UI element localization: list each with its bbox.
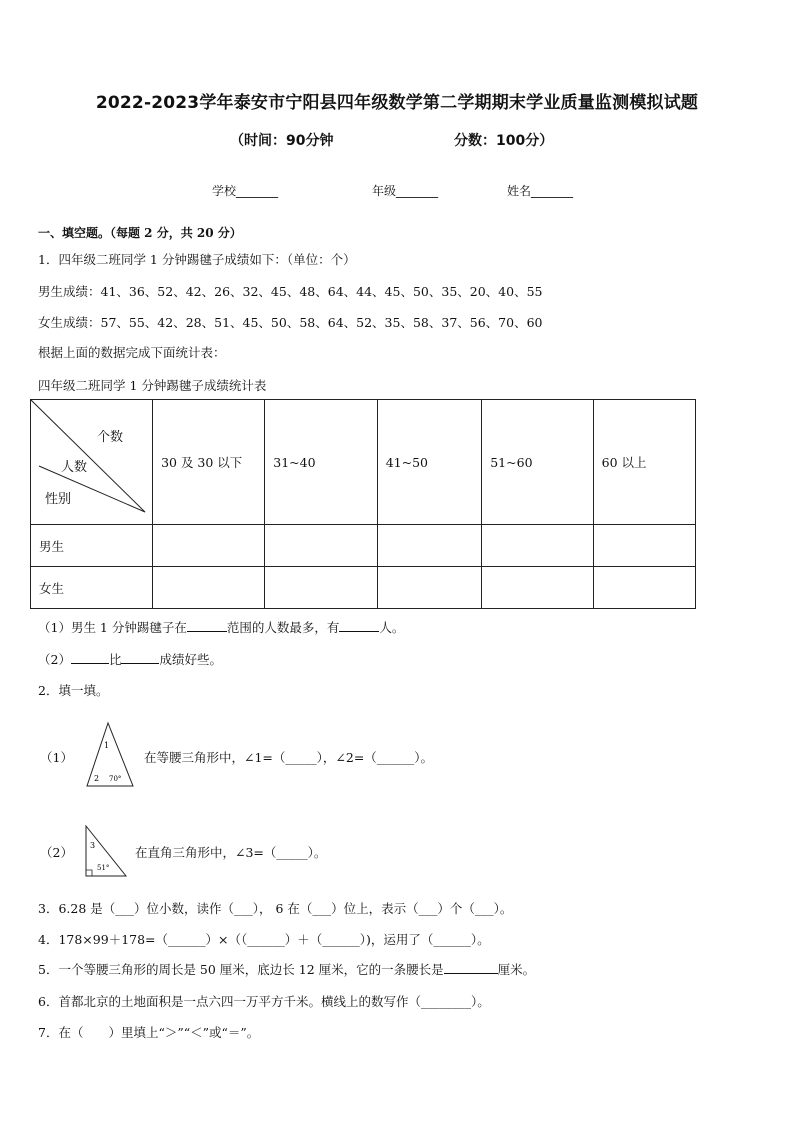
answer-cell[interactable] xyxy=(265,525,377,567)
question-1-part-1 xyxy=(38,618,404,636)
name-field[interactable]: 姓名_______ xyxy=(507,184,574,198)
answer-cell[interactable] xyxy=(593,567,695,609)
answer-blank[interactable] xyxy=(71,651,109,664)
table-row xyxy=(31,567,696,609)
question-7: 7．在（ ）里填上“＞”“＜”或“＝”。 xyxy=(38,1025,260,1040)
girls-scores: 女生成绩：57、55、42、28、51、45、50、58、64、52、35、58、37、56、70、60 xyxy=(38,315,543,330)
angle-3-label: 3 xyxy=(90,841,96,850)
diagonal-header-cell xyxy=(31,400,153,525)
table-title: 四年级二班同学 1 分钟踢毽子成绩统计表 xyxy=(38,378,267,393)
answer-cell[interactable] xyxy=(265,567,377,609)
q2-part-2-label: （2） xyxy=(40,845,73,860)
table-row xyxy=(31,525,696,567)
page-title: 2022-2023学年泰安市宁阳县四年级数学第二学期期末学业质量监测模拟试题 xyxy=(95,93,699,113)
column-header: 51~60 xyxy=(482,400,593,525)
q2-part-1-text: 在等腰三角形中，∠1=（_____），∠2=（______）。 xyxy=(144,750,434,765)
question-4: 4．178×99＋178=（______）×（（______）＋（______）)，运用了（______）。 xyxy=(38,932,490,947)
answer-blank[interactable] xyxy=(444,961,498,974)
diag-label-count: 个数 xyxy=(97,430,124,445)
answer-blank[interactable] xyxy=(121,651,159,664)
answer-cell[interactable] xyxy=(377,525,482,567)
question-6: 6．首都北京的土地面积是一点六四一万平方千米。横线上的数写作（________）。 xyxy=(38,994,490,1009)
angle-70-label: 70° xyxy=(109,775,122,783)
answer-cell[interactable] xyxy=(153,567,265,609)
q2-part-1-label: （1） xyxy=(40,750,73,765)
question-2-stem: 2．填一填。 xyxy=(38,683,109,698)
row-label-girls: 女生 xyxy=(31,567,153,609)
section-heading: 一、填空题。（每题 2 分，共 20 分） xyxy=(38,226,242,240)
part-2-text-a: （2） xyxy=(38,652,71,667)
boys-scores: 男生成绩：41、36、52、42、26、32、45、48、64、44、45、50、35、20、40、55 xyxy=(38,284,543,299)
question-1-stem: 1．四年级二班同学 1 分钟踢毽子成绩如下：（单位：个） xyxy=(38,252,356,267)
school-field[interactable]: 学校_______ xyxy=(212,184,279,198)
q5-text-a: 5．一个等腰三角形的周长是 50 厘米，底边长 12 厘米，它的一条腰长是 xyxy=(38,962,444,977)
exam-score: 分数：100分） xyxy=(454,133,554,149)
question-1-part-2 xyxy=(38,650,222,668)
answer-cell[interactable] xyxy=(377,567,482,609)
part-1-text-c: 人。 xyxy=(379,620,405,635)
part-2-text-b: 比 xyxy=(108,652,122,667)
column-header: 30 及 30 以下 xyxy=(153,400,265,525)
diag-label-people: 人数 xyxy=(61,460,88,475)
column-header: 31~40 xyxy=(265,400,377,525)
answer-blank[interactable] xyxy=(339,619,379,632)
table-instruction: 根据上面的数据完成下面统计表： xyxy=(38,345,226,360)
answer-cell[interactable] xyxy=(153,525,265,567)
angle-1-label: 1 xyxy=(104,741,110,750)
q5-text-b: 厘米。 xyxy=(497,962,536,977)
answer-cell[interactable] xyxy=(482,567,593,609)
answer-cell[interactable] xyxy=(593,525,695,567)
angle-51-label: 51° xyxy=(97,864,110,872)
question-5 xyxy=(38,960,535,978)
column-header: 60 以上 xyxy=(593,400,695,525)
part-1-text-b: 范围的人数最多，有 xyxy=(226,620,340,635)
angle-2-label: 2 xyxy=(94,774,100,783)
q2-part-2-text: 在直角三角形中，∠3=（_____）。 xyxy=(135,845,327,860)
answer-cell[interactable] xyxy=(482,525,593,567)
part-1-text-a: （1）男生 1 分钟踢毽子在 xyxy=(38,620,187,635)
question-3: 3．6.28 是（___）位小数，读作（___）， 6 在（___）位上，表示（___）个（___）。 xyxy=(38,901,513,916)
exam-time: （时间：90分钟 xyxy=(230,133,334,149)
isosceles-triangle-figure xyxy=(84,720,136,790)
row-label-boys: 男生 xyxy=(31,525,153,567)
grade-field[interactable]: 年级_______ xyxy=(372,184,439,198)
right-triangle-figure xyxy=(82,824,130,880)
part-2-text-c: 成绩好些。 xyxy=(159,652,222,667)
answer-blank[interactable] xyxy=(187,619,227,632)
column-header: 41~50 xyxy=(377,400,482,525)
diag-label-gender: 性别 xyxy=(45,492,72,507)
statistics-table xyxy=(30,399,696,609)
